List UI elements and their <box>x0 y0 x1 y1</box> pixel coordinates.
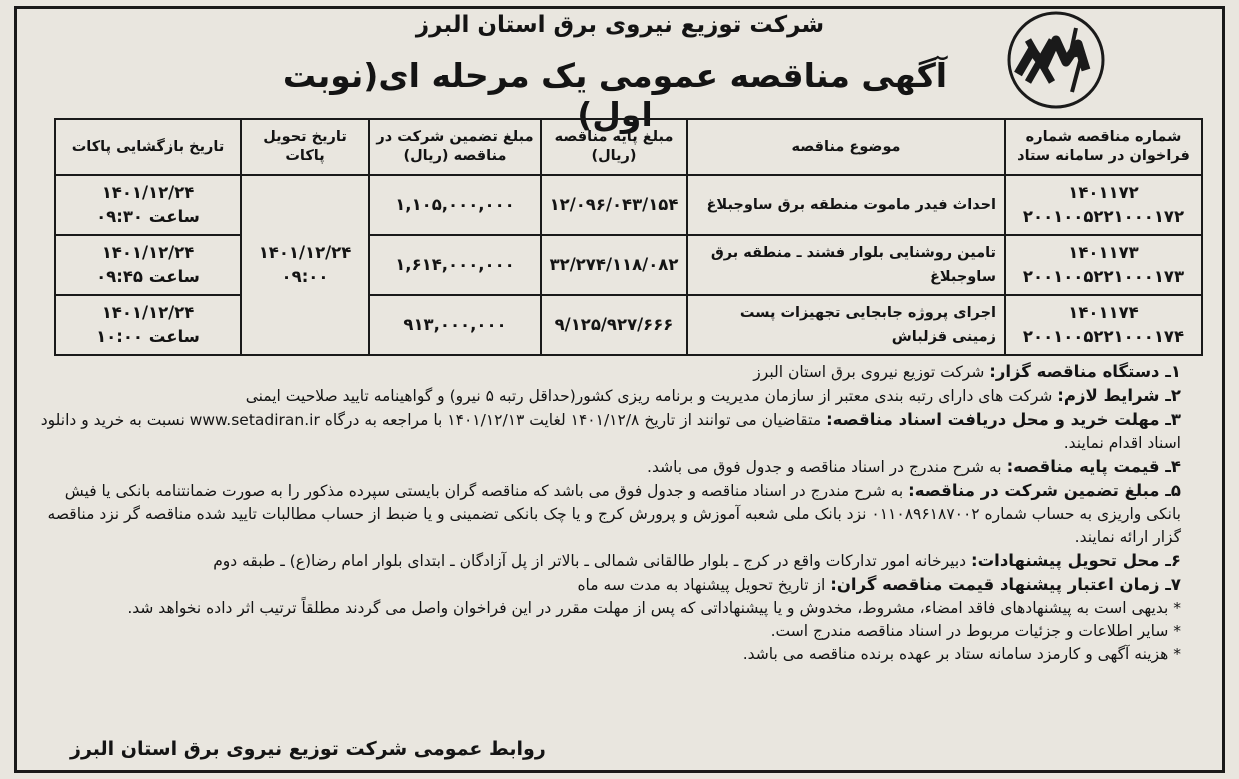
clause-5 <box>40 479 1181 549</box>
table-header-row <box>55 119 1202 175</box>
opening-date: ۱۴۰۱/۱۲/۲۴ <box>101 303 195 322</box>
clause-4 <box>40 455 1181 479</box>
opening-time: ساعت ۱۰:۰۰ <box>96 327 200 346</box>
clause-label: ۳ـ مهلت خرید و محل دریافت اسناد مناقصه: <box>826 410 1181 429</box>
clause-text: متقاضیان می توانند از تاریخ ۱۴۰۱/۱۲/۸ لغایت ۱۴۰۱/۱۲/۱۳ با مراجعه به درگاه www.setadiran.ir نسبت به خرید و دانلود اسناد اقدام نمایند. <box>40 411 1181 452</box>
clause-text: به شرح مندرج در اسناد مناقصه و جدول فوق می باشد که مناقصه گران بایستی سپرده مذکور را به صورت ضمانتنامه بانکی یا فیش بانکی واریزی به حساب شماره ۰۱۱۰۸۹۶۱۸۷۰۰۲ نزد بانک ملی شعبه آموزش و پرورش کرج و یا چک بانکی تضمینی و یا ضبط از حساب مطالبات تایید شده مناقصه گر نزد مناقصه گزار ارائه نمایند. <box>47 482 1181 546</box>
tender-table <box>54 118 1203 356</box>
clause-3 <box>40 408 1181 455</box>
opening-date: ۱۴۰۱/۱۲/۲۴ <box>101 243 195 262</box>
note-1: * بدیهی است به پیشنهادهای فاقد امضاء، مشروط، مخدوش و یا پیشنهاداتی که پس از مهلت مقرر در این فراخوان واصل می گردند مطلقاً ترتیب اثر داده نخواهد شد. <box>127 599 1181 617</box>
col-delivery-date: تاریخ تحویل پاکات <box>241 119 369 175</box>
subject-cell: اجرای پروژه جابجایی تجهیزات پست زمینی قزلباش <box>687 295 1005 355</box>
notice-title: آگهی مناقصه عمومی یک مرحله ای(نوبت اول) <box>282 56 948 134</box>
opening-time: ساعت ۰۹:۴۵ <box>96 267 200 286</box>
opening-date: ۱۴۰۱/۱۲/۲۴ <box>101 183 195 202</box>
table-row <box>55 295 1202 355</box>
delivery-time: ۰۹:۰۰ <box>281 267 329 286</box>
clause-label: ۶ـ محل تحویل پیشنهادات: <box>971 551 1181 570</box>
subject-cell: تامین روشنایی بلوار فشند ـ منطقه برق ساوجبلاغ <box>687 235 1005 295</box>
opening-date-cell <box>55 235 241 295</box>
base-price-cell: ۳۲/۲۷۴/۱۱۸/۰۸۲ <box>541 235 687 295</box>
public-relations-signature: روابط عمومی شرکت توزیع نیروی برق استان البرز <box>70 738 546 760</box>
col-guarantee: مبلغ تضمین شرکت در مناقصه (ریال) <box>369 119 541 175</box>
clause-label: ۷ـ زمان اعتبار پیشنهاد قیمت مناقصه گران: <box>830 575 1181 594</box>
base-price-cell: ۱۲/۰۹۶/۰۴۳/۱۵۴ <box>541 175 687 235</box>
clause-label: ۵ـ مبلغ تضمین شرکت در مناقصه: <box>908 481 1181 500</box>
notice-body <box>40 360 1181 666</box>
clause-text: دبیرخانه امور تدارکات واقع در کرج ـ بلوار طالقانی شمالی ـ بالاتر از پل آزادگان ـ ابتدای بلوار امام رضا(ع) ـ طبقه دوم <box>213 552 971 570</box>
clause-1 <box>40 360 1181 384</box>
clause-6 <box>40 549 1181 573</box>
delivery-date-cell <box>241 175 369 355</box>
col-base-price: مبلغ پایه مناقصه (ریال) <box>541 119 687 175</box>
tender-number: ۱۴۰۱۱۷۴ <box>1068 303 1139 322</box>
company-logo-icon <box>1006 10 1106 110</box>
setad-number: ۲۰۰۱۰۰۵۲۲۱۰۰۰۱۷۴ <box>1022 327 1185 346</box>
col-opening-date: تاریخ بازگشایی پاکات <box>55 119 241 175</box>
setad-number: ۲۰۰۱۰۰۵۲۲۱۰۰۰۱۷۲ <box>1022 207 1185 226</box>
guarantee-cell: ۱,۶۱۴,۰۰۰,۰۰۰ <box>369 235 541 295</box>
col-tender-number: شماره مناقصه شماره فراخوان در سامانه ستاد <box>1005 119 1202 175</box>
table-row <box>55 175 1202 235</box>
tender-number-cell <box>1005 175 1202 235</box>
opening-date-cell <box>55 175 241 235</box>
company-name: شرکت توزیع نیروی برق استان البرز <box>415 12 825 38</box>
setad-number: ۲۰۰۱۰۰۵۲۲۱۰۰۰۱۷۳ <box>1022 267 1185 286</box>
opening-time: ساعت ۰۹:۳۰ <box>96 207 200 226</box>
clause-text: به شرح مندرج در اسناد مناقصه و جدول فوق می باشد. <box>647 458 1007 476</box>
col-subject: موضوع مناقصه <box>687 119 1005 175</box>
guarantee-cell: ۱,۱۰۵,۰۰۰,۰۰۰ <box>369 175 541 235</box>
tender-number-cell <box>1005 235 1202 295</box>
note-3: * هزینه آگهی و کارمزد سامانه ستاد بر عهده برنده مناقصه می باشد. <box>742 645 1181 663</box>
subject-cell: احداث فیدر ماموت منطقه برق ساوجبلاغ <box>687 175 1005 235</box>
clause-text: شرکت توزیع نیروی برق استان البرز <box>753 363 990 381</box>
clause-label: ۱ـ دستگاه مناقصه گزار: <box>989 362 1181 381</box>
clause-text: شرکت های دارای رتبه بندی معتبر از سازمان مدیریت و برنامه ریزی کشور(حداقل رتبه ۵ نیرو) و گواهینامه تایید صلاحیت ایمنی <box>245 387 1058 405</box>
table-row <box>55 235 1202 295</box>
opening-date-cell <box>55 295 241 355</box>
clause-7 <box>40 573 1181 597</box>
clause-2 <box>40 384 1181 408</box>
guarantee-cell: ۹۱۳,۰۰۰,۰۰۰ <box>369 295 541 355</box>
base-price-cell: ۹/۱۲۵/۹۲۷/۶۶۶ <box>541 295 687 355</box>
tender-number: ۱۴۰۱۱۷۳ <box>1068 243 1139 262</box>
clause-label: ۲ـ شرایط لازم: <box>1057 386 1181 405</box>
clause-text: از تاریخ تحویل پیشنهاد به مدت سه ماه <box>577 576 831 594</box>
tender-number-cell <box>1005 295 1202 355</box>
tender-number: ۱۴۰۱۱۷۲ <box>1068 183 1139 202</box>
note-2: * سایر اطلاعات و جزئیات مربوط در اسناد مناقصه مندرج است. <box>770 622 1181 640</box>
delivery-date: ۱۴۰۱/۱۲/۲۴ <box>258 243 352 262</box>
clause-label: ۴ـ قیمت پایه مناقصه: <box>1006 457 1181 476</box>
